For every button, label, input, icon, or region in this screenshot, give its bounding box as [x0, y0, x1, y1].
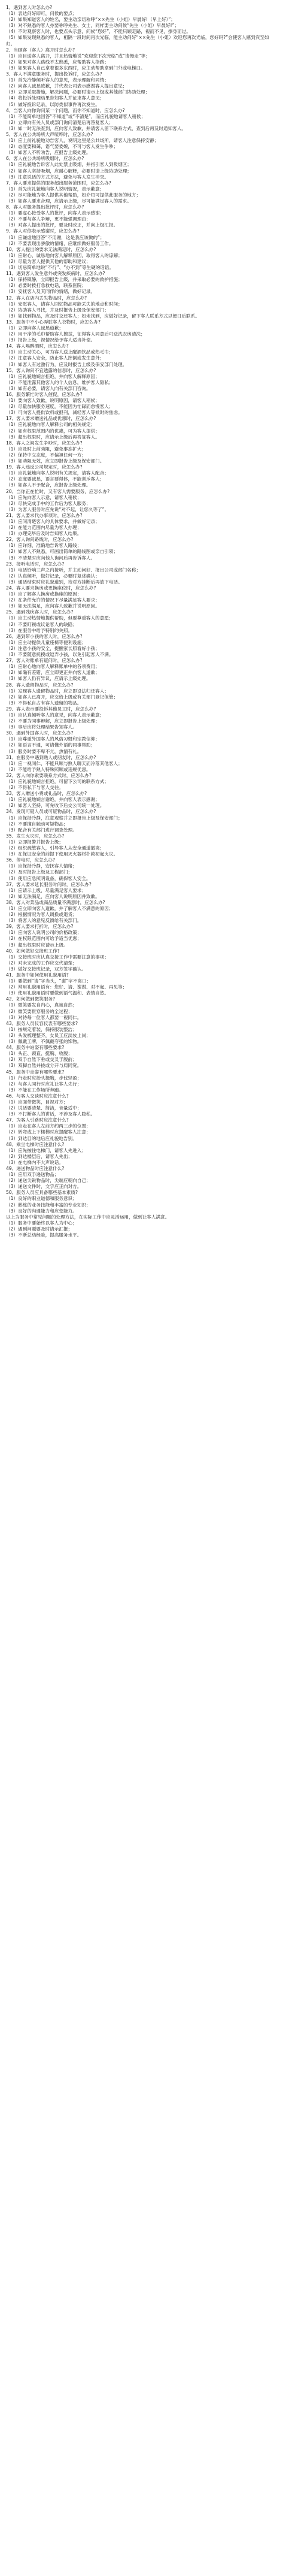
document-line: 33、客人赠送小费或礼品时，应怎么办?: [6, 791, 87, 797]
document-line: （1）应向客人说明公司的价格政策；: [6, 930, 82, 936]
document-line: （1）应谦虚地回答“不用谢，这是我应该做的”；: [6, 234, 105, 240]
document-line: （3）到达目的地后应礼貌地告别。: [6, 1135, 77, 1141]
document-line: 9、客人对你表示感谢时，应怎么办?: [6, 228, 80, 234]
document-line: 45、服务中走姿有哪些要求?: [6, 1069, 65, 1075]
document-line: （1）应礼貌地婉言拒绝，并向客人解释原因；: [6, 373, 100, 379]
document-line: 11、遇到客人发生意外或突发疾病时，应怎么办?: [6, 271, 105, 277]
document-line: （1）应先按住电梯门，请客人先进入；: [6, 1147, 86, 1153]
document-line: 1、遇到客人时怎么办?: [6, 5, 53, 10]
document-line: （2）在权限范围内可给予适当优惠；: [6, 936, 82, 942]
document-line: （2）注意客人安全，防止客人摔倒或发生意外；: [6, 355, 105, 361]
document-line: （4）将投诉处理结果告知客人并征求客人意见；: [6, 95, 105, 101]
document-line: （5）做好投诉记录，以防类似事件再次发生。: [6, 101, 100, 107]
document-line: 21、客人要求代办事项时，应怎么办?: [6, 512, 83, 518]
document-line: （2）如果知道客人的姓名，要主动亲切称呼“××先生（小姐）早晨好!（早上好）”；: [6, 17, 175, 23]
document-line: （2）微笑要贯穿服务的全过程；: [6, 1008, 73, 1014]
document-line: （3）安抚客人及其同伴的情绪，做好记录。: [6, 289, 96, 295]
document-line: 18、客人之间发生争吵时，应怎么办?: [6, 440, 83, 446]
document-line: （3）立即采取措施，解决问题，必要时请示上级或其他部门协助处理；: [6, 89, 150, 95]
document-line: （4）不时观察客人时，也要点头示意，问候“您好”，不能只顾走路，视而不见，擦身而过。: [6, 29, 191, 35]
document-line: （3）递送文件时，文字应正向对方。: [6, 1184, 82, 1190]
document-line: （3）良好的沟通能力和应变能力。: [6, 1208, 77, 1214]
document-line: （3）如客人不听劝告，应报告上级处理。: [6, 150, 91, 156]
document-line: 43、服务人员仪容仪表有哪些要求?: [6, 1020, 78, 1026]
document-line: （2）如客人不熟悉，可画出简单的路线图或亲自引领；: [6, 549, 118, 555]
document-line: 29、客人表示要投诉其他员工时，应怎么办?: [6, 706, 96, 712]
document-line: 36、停电时，应怎么办?: [6, 857, 56, 863]
document-line: （3）不打断客人的讲话，不涉及客人隐私。: [6, 1111, 96, 1117]
document-line: （1）行走时应抬头挺胸，步伐轻盈；: [6, 1075, 82, 1081]
document-line: 41、服务中如何使用礼貌用语?: [6, 972, 69, 978]
document-line: （3）超出权限时应请示上级。: [6, 942, 68, 948]
document-line: （1）发现客人遗留物品时，应立即设法归还客人；: [6, 688, 109, 694]
document-line: （1）要虚心接受客人的批评，向客人表示感谢；: [6, 210, 105, 216]
document-line: 27、客人对账单有疑问时，应怎么办?: [6, 658, 83, 664]
document-line: （1）应礼貌地向客人解释公司的相关规定；: [6, 422, 96, 428]
document-line: 28、客人遗留物品时，应怎么办?: [6, 682, 74, 688]
document-line: （3）做好交接班记录，双方签字确认。: [6, 966, 86, 972]
document-line: （2）注意小孩的安全，提醒家长照看好小孩；: [6, 645, 100, 651]
document-line: （3）如劝阻无效，应立即报告上级及保安部门。: [6, 458, 105, 464]
document-line: （1）立即报警并报告上级；: [6, 839, 63, 845]
document-line: （2）尽量为客人提供其他的帮助和建议；: [6, 258, 91, 264]
document-line: 39、客人要求打折时，应怎么办?: [6, 924, 74, 930]
document-line: （2）不要盯视或议论客人的缺陷；: [6, 621, 77, 627]
document-line: （3）如客人要求合理，应请示上级，尽可能满足客人的需求。: [6, 198, 132, 204]
document-line: （1）应尊重外国客人的风俗习惯和宗教信仰；: [6, 736, 100, 742]
document-line: 22、客人询问路线时，应怎么办?: [6, 537, 74, 543]
document-line: （3）通话结束时应礼貌道别，待对方挂断后再放下电话。: [6, 579, 123, 585]
document-line: 19、客人违反公司规定时，应怎么办?: [6, 464, 83, 470]
document-line: （3）事后应将处理结果告知客人。: [6, 724, 77, 730]
document-line: （2）不要擅自触动可疑物品；: [6, 821, 68, 827]
document-line: （2）不要与客人争辩，更不能强调理由；: [6, 216, 91, 222]
document-line: （3）如客人仍有异议，应请示上级处理。: [6, 676, 91, 682]
document-line: 30、遇到外国客人时，应怎么办?: [6, 730, 74, 736]
document-line: （1）表达问好即可，问候的要点；: [6, 11, 77, 17]
document-line: 42、如何做到微笑服务?: [6, 996, 56, 1002]
document-line: （2）认真倾听，做好记录，必要时复述确认；: [6, 573, 100, 579]
document-line: （2）与客人同行时应礼让客人先行；: [6, 1081, 82, 1087]
document-line: （1）安慰客人，请客人回忆物品可能丢失的地点和时间；: [6, 301, 123, 307]
document-line: （3）不能在工作场所奔跑。: [6, 1087, 63, 1093]
document-line: （2）态度要诚恳，语言要得体，不能训斥客人；: [6, 476, 105, 482]
document-line: （2）常用礼貌用语有：您好、请、谢谢、对不起、再见等；: [6, 984, 127, 990]
document-line: （2）说话要清楚、简洁，音量适中；: [6, 1105, 82, 1111]
document-line: （2）必要时拨打急救电话，联系医院；: [6, 283, 86, 289]
document-line: （3）超出权限时，应请示上级后再答复客人。: [6, 434, 100, 440]
document-line: 37、客人要求延长服务时间时，应怎么办?: [6, 881, 92, 887]
document-line: （1）应详细、准确地告诉客人路线；: [6, 543, 82, 549]
document-line: 26、遇到带小孩的客人时，应怎么办?: [6, 633, 83, 639]
document-line: （3）配合有关部门进行调查处理。: [6, 827, 77, 833]
document-line: （3）不清楚时应向他人询问后再告诉客人。: [6, 555, 96, 561]
document-line: （2）向客人诚恳致歉，并代表公司表示感谢客人提出意见；: [6, 83, 127, 89]
document-line: 4、当客人向你询问某一个问题，而你不知道时，应怎么办?: [6, 107, 125, 113]
document-line: （1）应耐心、诚恳地向客人解释原因，取得客人的谅解；: [6, 252, 123, 258]
document-line: （2）尽快完成手中的工作后为客人服务；: [6, 500, 91, 506]
document-line: （1）应及时上前劝阻，避免事态扩大；: [6, 446, 86, 452]
document-line: （2）尽可能地为客人提供其他帮助，如介绍可提供此服务的地方；: [6, 192, 141, 198]
document-line: （2）对未完成的工作应交代清楚；: [6, 960, 77, 966]
document-line: 35、发生火灾时，应怎么办?: [6, 833, 65, 839]
document-line: 3、客人不满意服务时，提出投诉时，应怎么办?: [6, 71, 102, 77]
document-line: 15、客人询问不宜透露的信息时，应怎么办?: [6, 367, 96, 373]
document-line: （1）应耐心地向客人解释账单中的各项费用；: [6, 664, 100, 670]
document-line: 25、遇到残疾客人时，应怎么办?: [6, 609, 74, 615]
document-line: （1）应请示上级，尽量满足客人要求；: [6, 887, 86, 893]
document-line: （2）熟练的业务技能和丰富的专业知识；: [6, 1202, 91, 1208]
document-line: （1）应了解客人换房或换座的原因；: [6, 591, 82, 597]
document-line: （1）立即向客人诚恳道歉；: [6, 325, 63, 331]
document-line: 2、当顾客（客人）离开时怎么办?: [6, 47, 75, 53]
document-line: （5）如果发现熟悉的客人，相隔一段时间再次光临，能主动问好“××先生（小姐）欢迎您再次光临，您好吗?”会使客人感到宾至如归。: [6, 35, 269, 47]
document-line: （3）切忌简单地说“不行”、“办不到”等生硬的话语。: [6, 265, 114, 271]
document-line: （1）应先向客人示意，请客人稍候；: [6, 494, 82, 500]
document-line: （3）佩戴工牌，不佩戴夸张的饰物。: [6, 1039, 82, 1045]
document-line: 47、为客人引路时应注意什么?: [6, 1117, 69, 1123]
document-line: 5、客人在公共场所大声喧哗时，应怎么办?: [6, 131, 93, 137]
document-line: 14、客人喝醉酒时，应怎么办?: [6, 343, 69, 349]
document-line: （2）到达楼层后，请客人先出；: [6, 1153, 73, 1159]
document-line: （2）不得私下与客人交往。: [6, 785, 63, 791]
document-line: （3）服务时要不卑不亢，热情有礼。: [6, 748, 82, 754]
document-line: （3）为客人服务时应先说“对不起，让您久等了”。: [6, 506, 109, 512]
document-line: （3）注意说话的方式方法，避免与客人发生冲突。: [6, 174, 109, 180]
document-line: 7、客人要求提供的服务超出服务范围时，应怎么办?: [6, 180, 111, 186]
document-line: （2）不能给予熟人特殊照顾或违规优惠。: [6, 766, 91, 772]
document-line: （2）保持中立态度，不偏袒任何一方；: [6, 452, 86, 458]
document-line: （3）对不熟悉的客人亦要称呼先生、女士，同样要主动问候“先生（小姐）早晨好!”；: [6, 23, 179, 29]
document-line: （2）如无法满足，应向客人说明原因并致歉。: [6, 893, 100, 899]
document-line: （1）应一视同仁，不能只顾与熟人聊天而冷落其他客人；: [6, 760, 123, 766]
document-line: （1）应礼貌地婉言谢绝，并向客人表示感谢；: [6, 797, 100, 803]
document-line: （3）办理完毕后及时告知客人结果。: [6, 531, 82, 537]
document-line: （2）根据情况为客人调换或退货；: [6, 912, 77, 918]
document-line: （1）应保持冷静，安抚客人情绪；: [6, 863, 77, 869]
document-line: （2）递送尖锐物品时，尖端应朝向自己；: [6, 1178, 91, 1184]
document-line: （3）在电梯内不大声说话。: [6, 1159, 63, 1165]
document-line: （2）立即向有关人员或部门询问清楚后再答复客人；: [6, 119, 114, 125]
document-line: （2）用干净的毛巾帮助客人擦拭，征得客人同意后可送洗衣房清洗；: [6, 331, 145, 337]
document-line: 13、服务中不小心弄脏客人衣物时，应怎么办?: [6, 319, 101, 325]
document-line: （1）要向客人致歉，说明原因，请客人稍候；: [6, 398, 100, 404]
document-line: （2）不要为同事辩解，应立即报告上级处理；: [6, 718, 100, 724]
document-line: （1）应主动热情地提供帮助，但要尊重客人的意愿；: [6, 615, 114, 621]
document-line: （1）首先冷静倾听客人的意见，表示理解和同情；: [6, 77, 109, 83]
document-line: （1）电话铃响三声之内接听，并主动问好、报出公司或部门名称；: [6, 567, 141, 573]
document-line: （1）头正、颈直、挺胸、收腹；: [6, 1051, 73, 1057]
document-line: 50、服务人员应具备哪些基本素质?: [6, 1190, 78, 1196]
document-line: 16、服务繁忙时客人催促，应怎么办?: [6, 392, 83, 397]
document-line: （2）如客人坚持吸烟，应耐心解释，必要时请上级协助处理；: [6, 168, 132, 174]
document-line: 40、如何做好交接班工作?: [6, 948, 60, 954]
document-line: （2）如客人坚持，可先收下后交公司统一处理。: [6, 803, 105, 809]
document-line: （1）服务中要始终以客人为中心；: [6, 1220, 77, 1226]
document-line: （3）不得私自占有客人遗留的物品。: [6, 700, 82, 706]
document-line: （2）双手自然下垂或交叉于腹前；: [6, 1057, 77, 1063]
document-line: （2）不能泄露其他客人的个人信息，维护客人隐私；: [6, 379, 114, 385]
document-line: 6、客人在公共场所吸烟时，应怎么办?: [6, 156, 84, 162]
document-line: 12、客人在店内丢失物品时，应怎么办?: [6, 295, 87, 301]
document-line: （2）如有权限范围内的优惠，可为客人提供；: [6, 428, 100, 434]
document-line: （3）对客人提出的批评，要及时改正，并向上级汇报。: [6, 222, 118, 228]
document-line: （3）在保证安全的前提下使用灭火器材扑救初起火灾。: [6, 851, 118, 857]
document-line: （1）应礼貌地向客人说明有关规定，请客人配合；: [6, 470, 109, 476]
document-line: （2）如确有差错，应立即更正并向客人道歉；: [6, 670, 100, 676]
document-line: （2）头发梳理整齐，女员工应淡妆上岗；: [6, 1032, 91, 1038]
document-line: （1）要做到“请”字当头，“谢”字不离口；: [6, 978, 92, 984]
document-line: （1）保持镇静，立即报告上级，并采取必要的救护措施；: [6, 277, 123, 283]
document-line: （3）如找到物品，应及时交还客人；如未找到，应做好记录，留下客人联系方式以便日后联系。: [6, 313, 200, 319]
document-line: （3）使用礼貌用语时要做到语气温和、表情自然。: [6, 990, 109, 996]
document-line: 48、乘坐电梯时应注意什么?: [6, 1141, 65, 1147]
document-line: 32、客人向你索要联系方式时，应怎么办?: [6, 772, 92, 778]
document-line: （1）应礼貌地婉言拒绝，可留下公司的联系方式；: [6, 779, 109, 784]
document-line: （2）协助客人寻找，并及时报告上级及保安部门；: [6, 307, 109, 313]
document-line: （3）如果客人自己拿着很多东西时，应主动帮助拿到门外或电梯口。: [6, 65, 145, 71]
document-line: （2）组织疏散客人，引导客人从安全通道撤离；: [6, 845, 105, 851]
document-line: （1）应用双手递送物品；: [6, 1172, 59, 1178]
document-line: （1）应保持冷静，注意观察并立即报告上级及保安部门；: [6, 815, 123, 821]
document-line: （3）双脚自然并拢或分开与肩同宽。: [6, 1063, 82, 1069]
document-line: （3）如有必要，请客人向有关部门咨询。: [6, 385, 91, 391]
document-line: （1）应礼貌地告诉客人此处禁止吸烟，并指引客人到吸烟区；: [6, 162, 132, 168]
document-line: （2）不要表现出骄傲的情绪，应继续做好服务工作。: [6, 240, 114, 246]
document-line: （2）态度要和蔼，语气要委婉，不可与客人发生争吵；: [6, 144, 118, 150]
document-line: 24、客人要求换房或更换座位时，应怎么办?: [6, 585, 96, 591]
document-line: （2）尽量加快服务速度，不能因为忙碌而怠慢客人；: [6, 404, 114, 410]
document-line: （1）应目送客人离开，并且热情地说“欢迎您下次光临”或“请慢走”等；: [6, 53, 150, 59]
document-line: 31、在服务中遇到熟人或朋友时，应怎么办?: [6, 754, 96, 760]
document-line: （1）应走在客人左前方约两三步的位置；: [6, 1123, 91, 1129]
document-line: （1）应面带微笑，目视对方；: [6, 1099, 68, 1105]
document-line: （2）如语言不通，可请懂外语的同事帮助；: [6, 742, 96, 748]
document-line: （2）转弯或上下楼梯时应提醒客人注意；: [6, 1129, 91, 1135]
document-line: （3）如客人不予配合，应报告上级处理。: [6, 482, 91, 488]
document-line: 23、接听电话时，应怎么办?: [6, 561, 65, 567]
document-line: 20、当你正在忙时，又有客人需要服务，应怎么办?: [6, 488, 110, 494]
document-line: （2）遇到问题要及时请示汇报；: [6, 1226, 73, 1232]
document-line: （1）良好的职业道德和服务意识；: [6, 1196, 77, 1202]
document-line: 17、客人要求赠送礼品或优惠时，应怎么办?: [6, 416, 96, 422]
document-line: 38、客人对菜品或商品质量不满意时，应怎么办?: [6, 899, 105, 905]
document-line: （3）如一时无法查到，应向客人致歉，并请客人留下联系方式，查到后再及时通知客人。: [6, 125, 186, 131]
document-line: 49、递送物品时应注意什么?: [6, 1166, 65, 1171]
document-line: （1）应上前礼貌地劝告客人，说明这里是公共场所，请客人注意保持安静；: [6, 138, 159, 144]
document-line: （2）在条件允许的情况下尽量满足客人要求；: [6, 597, 100, 603]
document-line: （1）应主动关心，可为客人送上醒酒饮品或热毛巾；: [6, 349, 114, 355]
document-line: （3）在服务中给予特别的关照。: [6, 627, 73, 633]
document-line: （1）交接班时应认真交接工作中需要注意的事项；: [6, 954, 109, 960]
document-line: （3）如无法满足，应向客人致歉并说明原因。: [6, 603, 100, 609]
document-line: 34、发现可疑人员或可疑物品时，应怎么办?: [6, 809, 96, 815]
document-line: （3）不断总结经验，提高服务水平。: [6, 1232, 82, 1238]
document-line: （1）微笑要发自内心，真诚自然；: [6, 1002, 77, 1008]
document-line: （1）应问清楚客人的具体要求，并做好记录；: [6, 518, 100, 524]
document-line: （3）不要随意抚摸或逗弄小孩，以免引起客人不满。: [6, 652, 114, 658]
document-body: [6, 5, 276, 1238]
document-line: （3）对待每一位客人都要一视同仁。: [6, 1014, 82, 1020]
document-line: （3）可向客人提供饮料或报刊，减轻客人等候时的焦虑。: [6, 410, 123, 416]
document-line: （1）首先应礼貌地向客人说明情况，表示歉意；: [6, 186, 105, 192]
document-line: （3）报告上级，视情况给予客人适当补偿。: [6, 337, 96, 343]
document-line: （1）应认真倾听客人的意见，向客人表示歉意；: [6, 712, 105, 718]
document-line: （2）如客人已离开，应交给上级或有关部门登记保管；: [6, 694, 118, 700]
document-line: （2）在能力范围内尽量为客人办理；: [6, 525, 82, 531]
document-line: （1）不能简单地回答“不知道”或“不清楚”，而应礼貌地请客人稍候；: [6, 113, 146, 119]
document-line: （3）如客人有过激行为，应及时报告上级及保安部门处理。: [6, 361, 127, 367]
document-line: 46、与客人交谈时应注意什么?: [6, 1093, 69, 1099]
document-line: 8、客人对服务提出批评时，应怎么办?: [6, 204, 84, 210]
document-line: 10、客人提出的要求无法满足时，应怎么办?: [6, 246, 96, 252]
document-line: （1）按规定着装，保持服装整洁；: [6, 1026, 77, 1032]
document-line: （1）应立即向客人道歉，并了解客人不满意的原因；: [6, 905, 114, 911]
document-line: （1）应主动提供儿童座椅等便利设施；: [6, 639, 86, 645]
document-line: （3）将客人的意见反馈给有关部门。: [6, 918, 82, 924]
document-line: 44、服务中站姿有哪些要求?: [6, 1045, 65, 1051]
document-line: （2）及时报告上级及工程部门；: [6, 869, 73, 875]
document-line: （3）使用应急照明设备，确保客人安全。: [6, 875, 91, 881]
document-line: （2）如果对客人路线不太熟悉，应帮助客人指路；: [6, 59, 109, 65]
document-line: 以上为服务中常见问题的处理方法，在实际工作中应灵活运用，做到让客人满意。: [6, 1214, 170, 1220]
